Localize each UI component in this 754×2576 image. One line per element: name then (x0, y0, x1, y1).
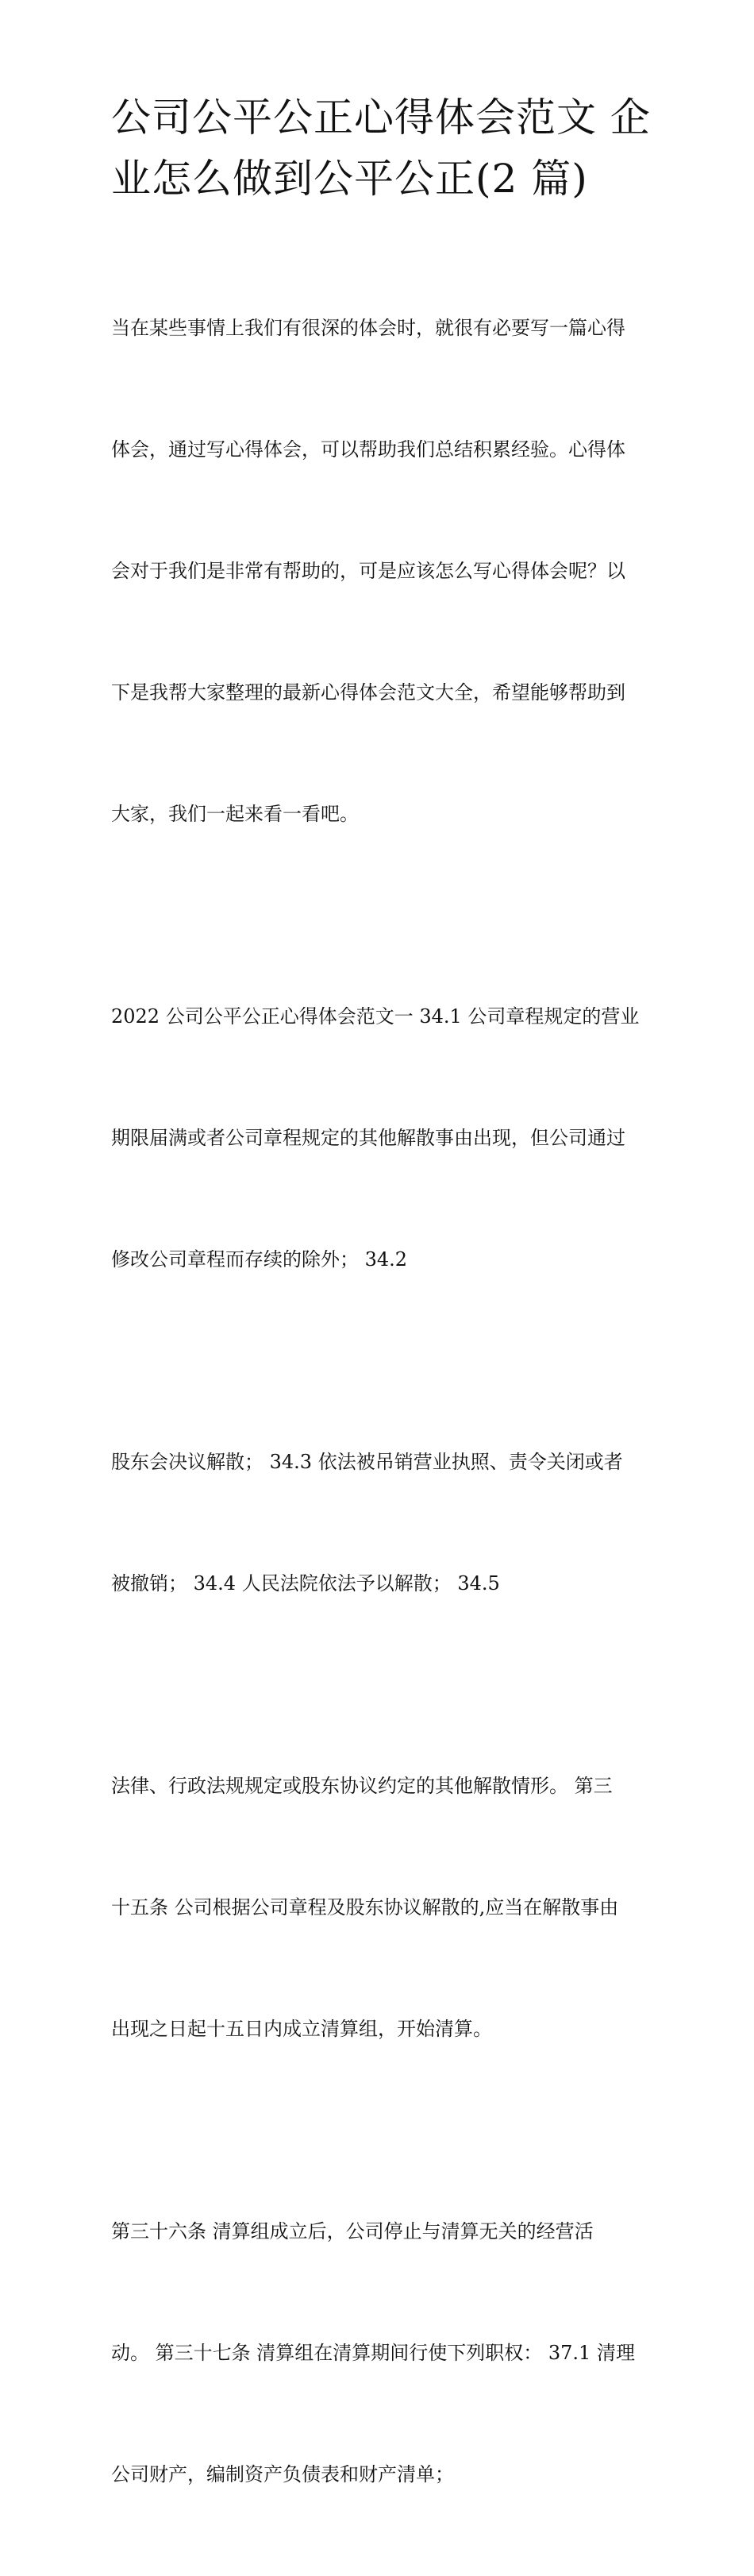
text-line: 第三十六条 清算组成立后，公司停止与清算无关的经营活 (111, 2220, 594, 2242)
text-line: 2022 公司公平公正心得体会范文一 34.1 公司章程规定的营业 (111, 1005, 640, 1028)
body-paragraph (111, 916, 651, 1361)
text-line: 下是我帮大家整理的最新心得体会范文大全，希望能够帮助到 (111, 681, 625, 704)
text-line: 大家，我们一起来看一看吧。 (111, 803, 359, 825)
text-line: 会对于我们是非常有帮助的，可是应该怎么写心得体会呢？以 (111, 560, 625, 582)
body-paragraph (111, 1685, 651, 2131)
text-line: 期限届满或者公司章程规定的其他解散事由出现，但公司通过 (111, 1127, 625, 1149)
title-line: 业怎么做到公平公正(2 篇) (111, 156, 588, 202)
body-paragraph (111, 2131, 651, 2576)
text-line: 当在某些事情上我们有很深的体会时，就很有必要写一篇心得 (111, 317, 625, 339)
document-title (111, 87, 651, 210)
text-line: 出现之日起十五日内成立清算组，开始清算。 (111, 2018, 492, 2040)
text-line: 公司财产，编制资产负债表和财产清单； (111, 2463, 454, 2485)
text-line: 被撤销； 34.4 人民法院依法予以解散； 34.5 (111, 1572, 500, 1595)
text-line: 修改公司章程而存续的除外； 34.2 (111, 1248, 408, 1271)
text-line: 十五条 公司根据公司章程及股东协议解散的,应当在解散事由 (111, 1896, 619, 1919)
text-line: 股东会决议解散； 34.3 依法被吊销营业执照、责令关闭或者 (111, 1451, 623, 1473)
text-line: 动。 第三十七条 清算组在清算期间行使下列职权： 37.1 清理 (111, 2342, 635, 2364)
body-paragraph (111, 1361, 651, 1685)
title-line: 公司公平公正心得体会范文 企 (111, 94, 651, 141)
text-line: 法律、行政法规规定或股东协议约定的其他解散情形。 第三 (111, 1775, 613, 1797)
text-line: 体会，通过写心得体会，可以帮助我们总结积累经验。心得体 (111, 438, 625, 461)
intro-paragraph (111, 227, 651, 916)
document-page (111, 87, 651, 2576)
